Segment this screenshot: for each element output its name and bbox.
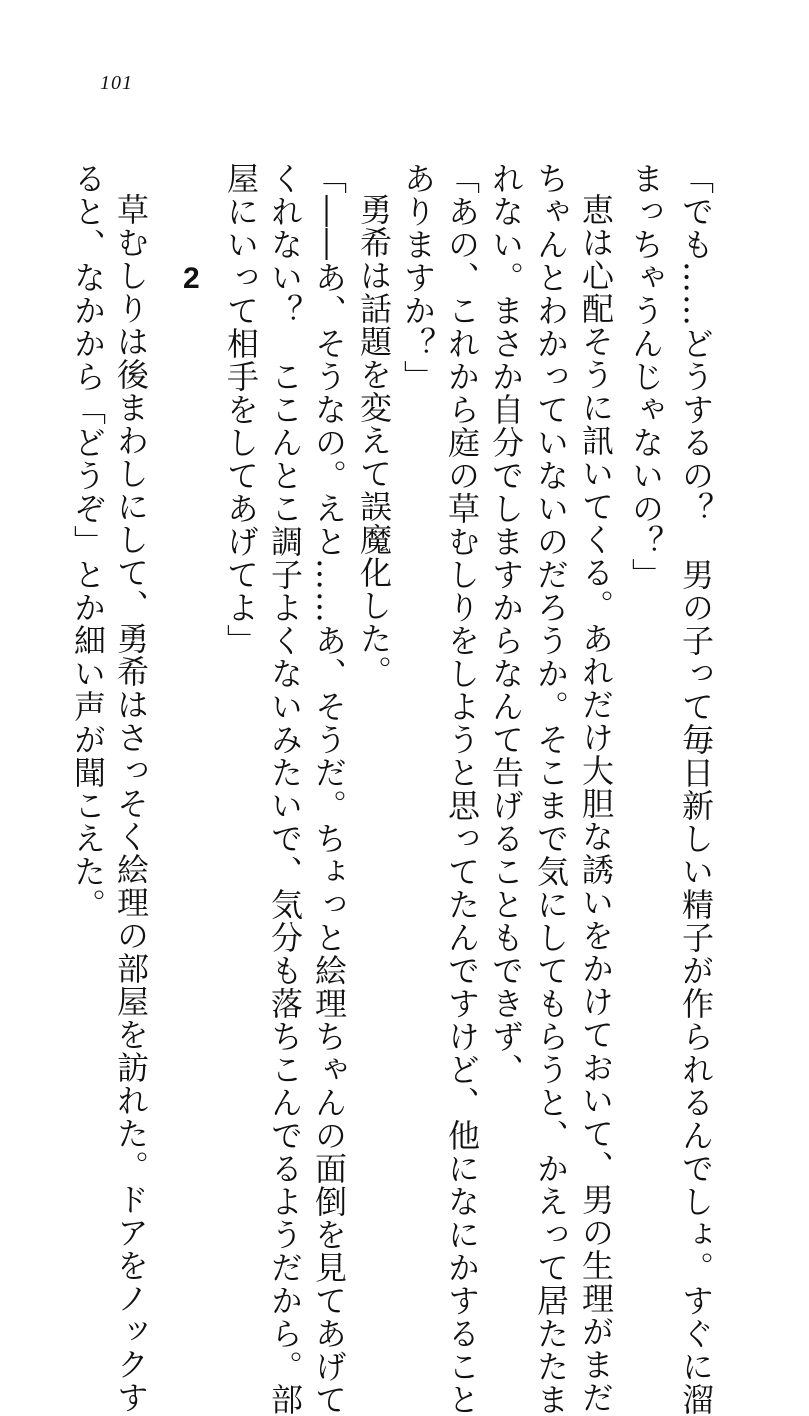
page-number: 101 [100,72,133,94]
text-line-5: れない。まさか自分でしますからなんて告げることもできず、 [487,162,525,1086]
text-line-6: 「あの、これから庭の草むしりをしようと思ってたんですけど、他になにかすること [443,162,481,1416]
text-line-4: ちゃんとわかっていないのだろうか。そこまで気にしてもらうと、かえって居たたま [532,162,570,1416]
text-line-7: ありますか？」 [399,162,437,393]
text-line-9: 「――あ、そうなの。えと……あ、そうだ。ちょっと絵理ちゃんの面倒を見てあげて [310,162,348,1416]
text-line-11: 屋にいって相手をしてあげてよ」 [222,162,260,657]
text-line-12: 草むしりは後まわしにして、勇希はさっそく絵理の部屋を訪れた。ドアをノックす [112,193,150,1414]
text-line-1: 「でも……どうするの？ 男の子って毎日新しい精子が作られるんでしょ。すぐに溜 [677,162,715,1416]
text-line-3: 恵は心配そうに訊いてくる。あれだけ大胆な誘いをかけておいて、男の生理がまだ [577,193,615,1414]
text-line-8: 勇希は話題を変えて誤魔化した。 [355,193,393,688]
text-line-13: ると、なかから「どうぞ」とか細い声が聞こえた。 [69,162,107,921]
text-line-10: くれない？ ここんとこ調子よくないみたいで、気分も落ちこんでるようだから。部 [266,162,304,1416]
text-line-2: まっちゃうんじゃないの？」 [627,162,665,591]
section-heading: 2 [183,262,200,295]
